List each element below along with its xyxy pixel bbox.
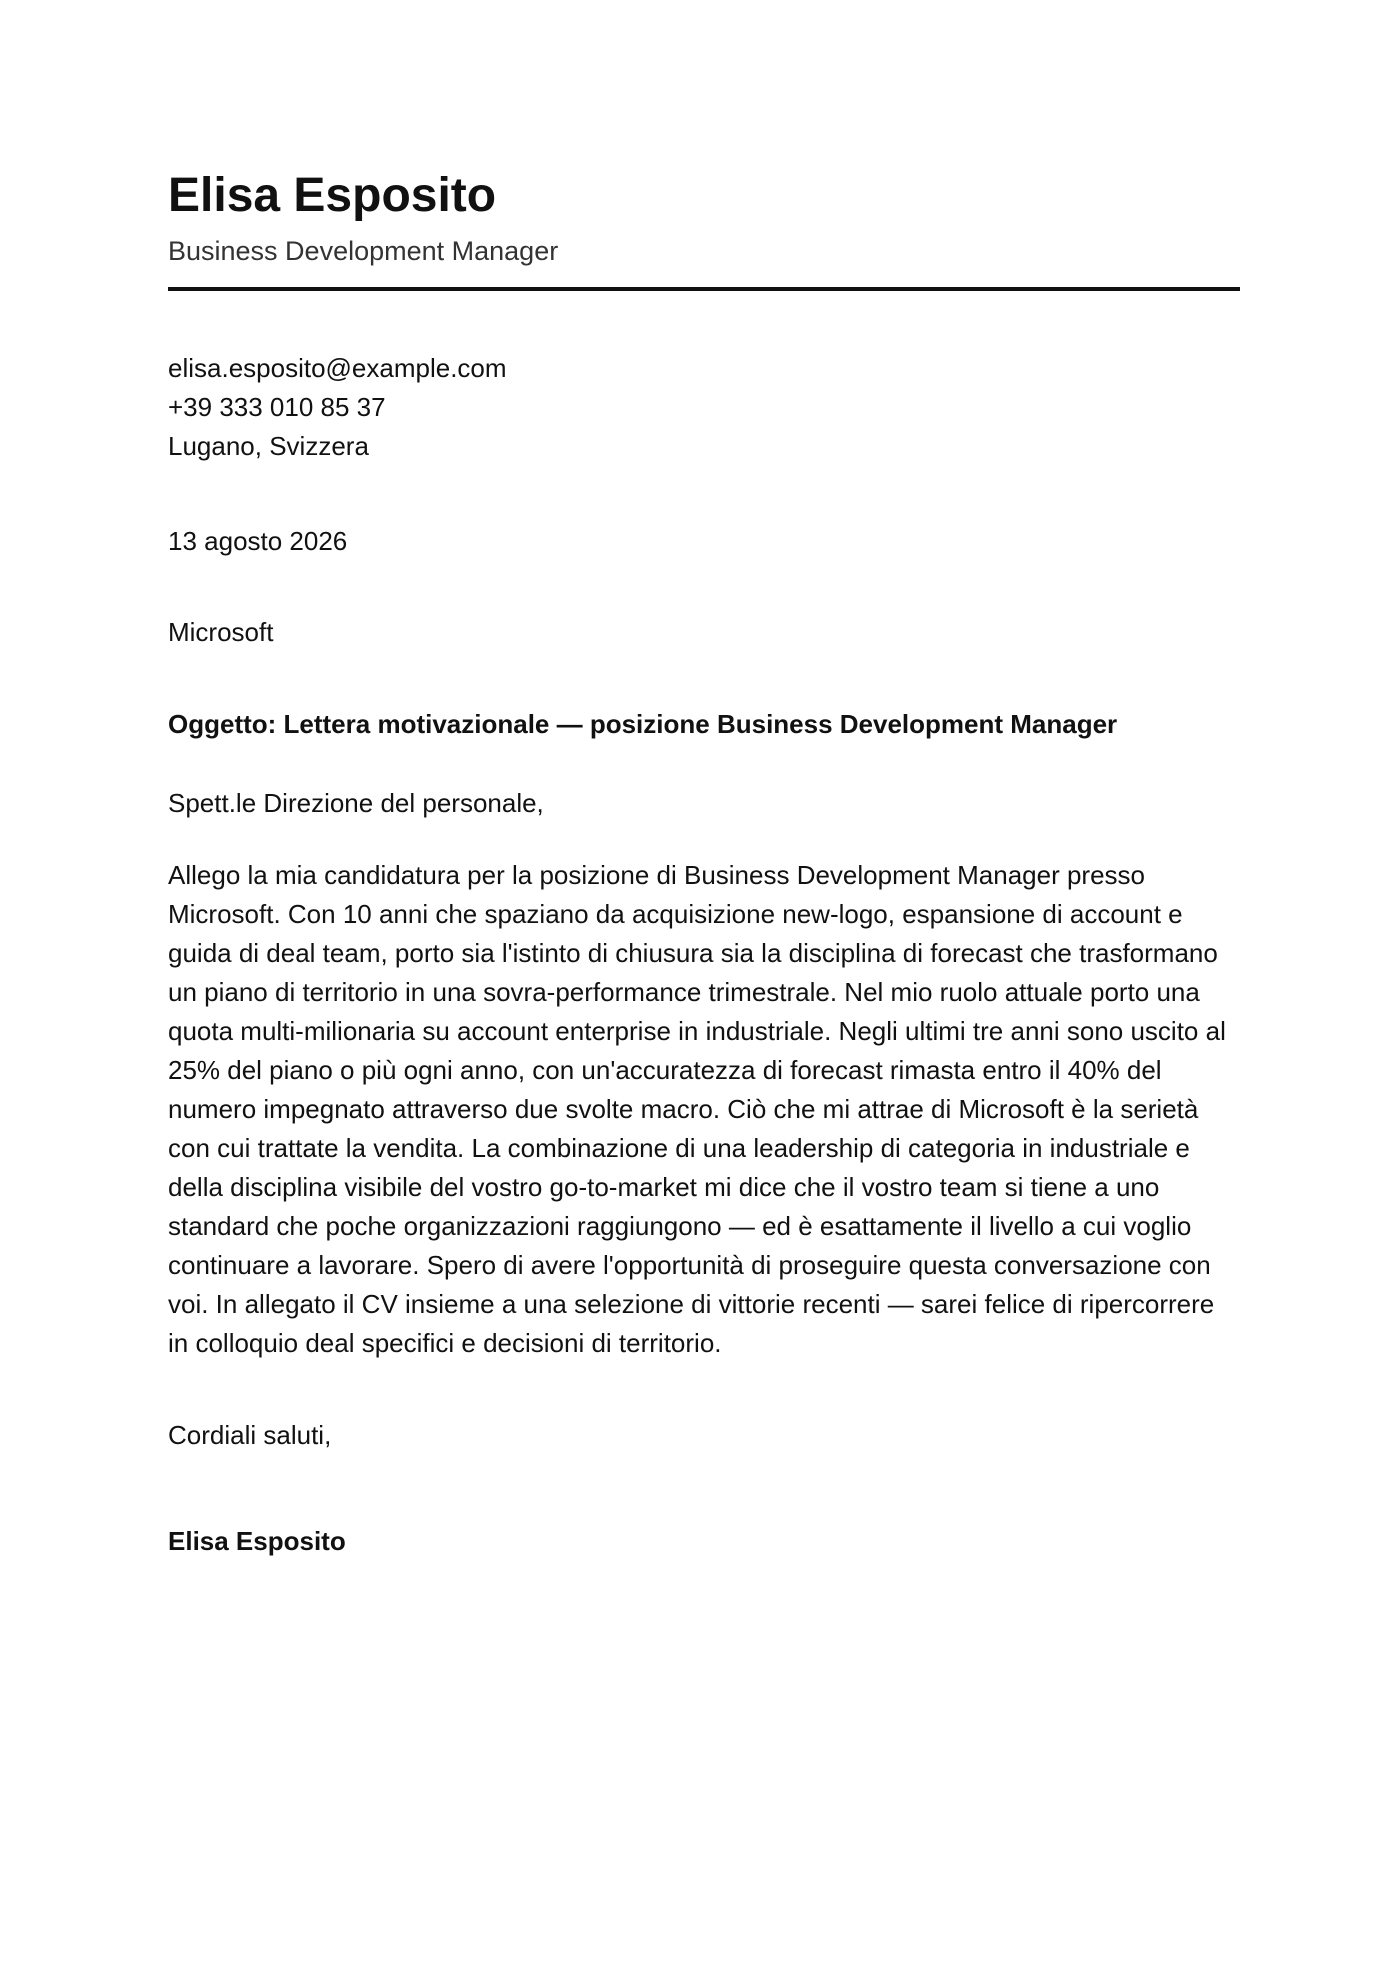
contact-location: Lugano, Svizzera — [168, 431, 369, 462]
header-divider — [168, 287, 1240, 291]
contact-email: elisa.esposito@example.com — [168, 353, 507, 384]
letter-date: 13 agosto 2026 — [168, 526, 348, 557]
letter-signature: Elisa Esposito — [168, 1526, 346, 1557]
applicant-job-title: Business Development Manager — [168, 235, 559, 266]
cover-letter-page — [168, 170, 1240, 1561]
letter-subject: Oggetto: Lettera motivazionale — posizione Business Development Manager — [168, 709, 1118, 740]
recipient-company: Microsoft — [168, 617, 274, 648]
letter-body: Allego la mia candidatura per la posizione di Business Development Manager presso Microsoft. Con 10 anni che spaziano da acquisizione new-logo, espansione di account e guida di deal team, porto sia l'istinto di chiusura sia la disciplina di forecast che trasformano un piano di territorio in una sovra-performance trimestrale. Nel mio ruolo attuale porto una quota multi-milionaria su account enterprise in industriale. Negli ultimi tre anni sono uscito al 25% del piano o più ogni anno, con un'accuratezza di forecast rimasta entro il 40% del numero impegnato attraverso due svolte macro. Ciò che mi attrae di Microsoft è la serietà con cui trattate la vendita. La combinazione di una leadership di categoria in industriale e della disciplina visibile del vostro go-to-market mi dice che il vostro team si tiene a uno standard che poche organizzazioni raggiungono — ed è esattamente il livello a cui voglio continuare a lavorare. Spero di avere l'opportunità di proseguire questa conversazione con voi. In allegato il CV insieme a una selezione di vittorie recenti — sarei felice di ripercorrere in colloquio deal specifici e decisioni di territorio. — [168, 860, 1226, 1359]
letter-salutation: Spett.le Direzione del personale, — [168, 788, 544, 819]
contact-block — [168, 349, 1240, 466]
contact-phone: +39 333 010 85 37 — [168, 392, 386, 423]
letter-closing: Cordiali saluti, — [168, 1420, 332, 1451]
applicant-name: Elisa Esposito — [168, 169, 497, 222]
